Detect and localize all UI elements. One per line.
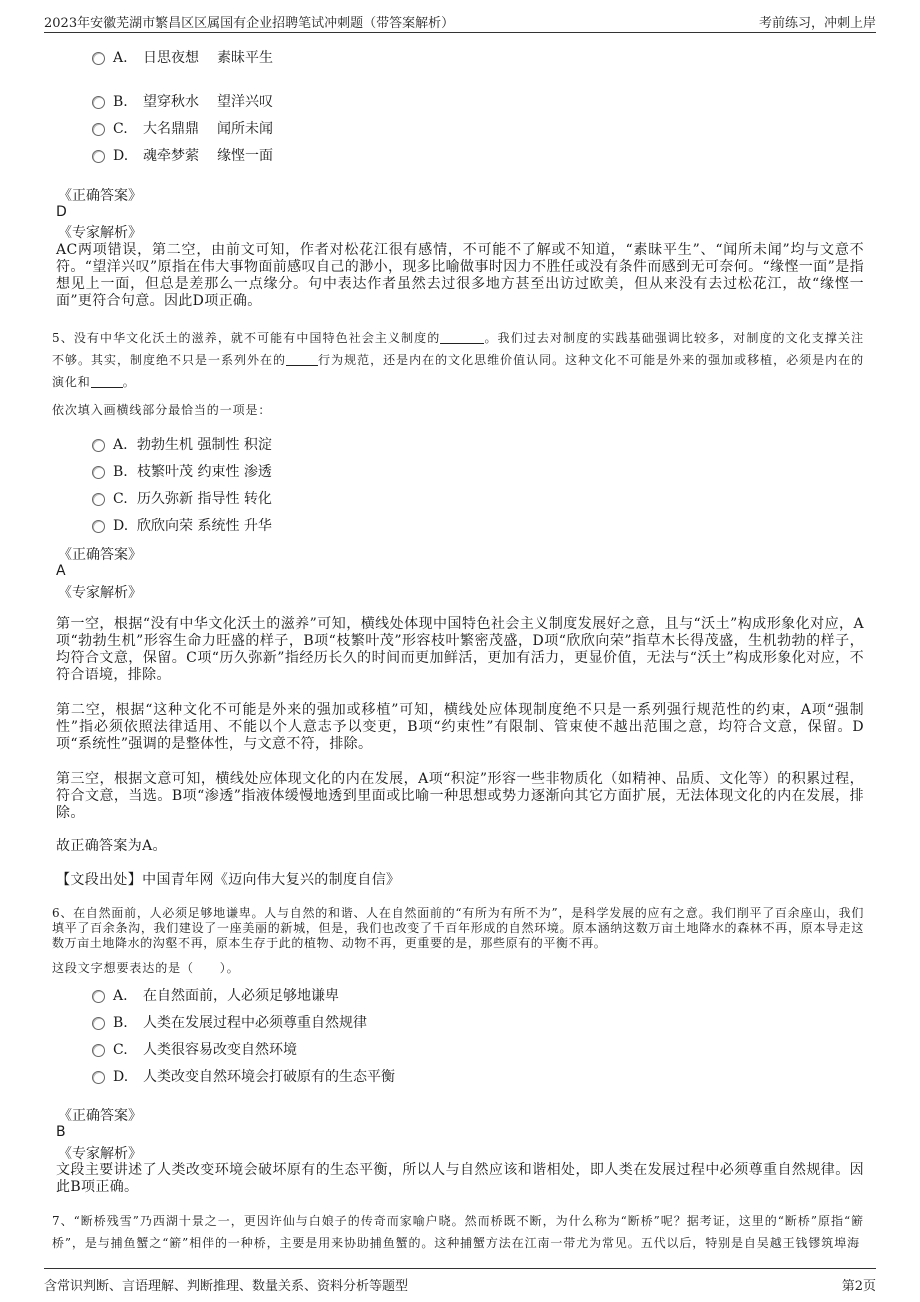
- radio-icon[interactable]: [92, 150, 105, 163]
- radio-icon[interactable]: [92, 1071, 105, 1084]
- document-title: 2023年安徽芜湖市繁昌区区属国有企业招聘笔试冲刺题（带答案解析）: [44, 16, 455, 31]
- q7-stem: 7、“断桥残雪”乃西湖十景之一，更因许仙与白娘子的传奇而家喻户晓。然而桥既不断，为什么称为“断桥”呢？据考证，这里的“断桥”原指“簖桥”，是与捕鱼蟹之“簖”相伴的一种桥，主要是用来协助捕鱼蟹的。这种捕蟹方法在江南一带尤为常见。五代以后，特别是自吴越王钱镠筑埠海: [52, 1214, 864, 1250]
- q5-answer: A: [56, 563, 66, 579]
- page-header: [44, 8, 876, 33]
- q5-stem: 5、没有中华文化沃土的滋养，就不可能有中国特色社会主义制度的 。我们过去对制度的实践基础强调比较多，对制度的文化支撑关注不够。其实，制度绝不只是一系列外在的 行为规范，还是内在的文化思维价值认同。这种文化不可能是外来的强加或移植，必须是内在的演化和 。: [52, 331, 864, 389]
- page-number: 第2页: [841, 1279, 876, 1294]
- radio-icon[interactable]: [92, 439, 105, 452]
- q4-option-a[interactable]: A. 日思夜想 素昧平生: [92, 47, 273, 69]
- radio-icon[interactable]: [92, 1017, 105, 1030]
- q6-answer: B: [56, 1124, 66, 1140]
- blank-2: [286, 353, 318, 366]
- q6-option-b[interactable]: B. 人类在发展过程中必须尊重自然规律: [92, 1012, 367, 1034]
- q5-answer-label: 《正确答案》: [58, 547, 142, 563]
- blank-1: [440, 331, 484, 344]
- page-footer: [44, 1268, 876, 1297]
- q5-conclusion: 故正确答案为A。: [56, 838, 167, 854]
- q4-analysis: AC两项错误，第二空，由前文可知，作者对松花江很有感情，不可能不了解或不知道，“素昧平生”、“闻所未闻”均与文意不符。“望洋兴叹”原指在伟大事物面前感叹自己的渺小，现多比喻做事时因力不胜任或没有条件而感到无可奈何。“缘悭一面”是指想见上一面，但总是差那么一点缘分。句中表达作者虽然去过很多地方甚至出访过欧美，但从来没有去过松花江，故“缘悭一面”更符合句意。因此D项正确。: [56, 242, 864, 309]
- q6-prompt: 这段文字想要表达的是（ ）。: [52, 961, 240, 975]
- q5-analysis-paragraph-1: 第一空，根据“没有中华文化沃土的滋养”可知，横线处体现中国特色社会主义制度发展好之意，且与“沃土”构成形象化对应，A项“勃勃生机”形容生命力旺盛的样子，B项“枝繁叶茂”形容枝叶繁密茂盛，D项“欣欣向荣”指草木长得茂盛，生机勃勃的样子，均符合文意，保留。C项“历久弥新”指经历长久的时间而更加鲜活，更加有活力，更显价值，无法与“沃土”构成形象化对应，不符合语境，排除。: [56, 616, 864, 683]
- q4-option-d[interactable]: D. 魂牵梦萦 缘悭一面: [92, 145, 273, 167]
- radio-icon[interactable]: [92, 466, 105, 479]
- radio-icon[interactable]: [92, 520, 105, 533]
- footer-topics: 含常识判断、言语理解、判断推理、数量关系、资料分析等题型: [44, 1279, 409, 1294]
- q5-analysis-paragraph-3: 第三空，根据文意可知，横线处应体现文化的内在发展，A项“积淀”形容一些非物质化（如精神、品质、文化等）的积累过程，符合文意，当选。B项“渗透”指液体缓慢地透到里面或比喻一种思想或势力逐渐向其它方面扩展，无法体现文化的内在发展，排除。: [56, 771, 864, 821]
- q6-answer-label: 《正确答案》: [58, 1108, 142, 1124]
- q6-option-d[interactable]: D. 人类改变自然环境会打破原有的生态平衡: [92, 1066, 395, 1088]
- q4-option-c[interactable]: C. 大名鼎鼎 闻所未闻: [92, 118, 273, 140]
- q4-answer-label: 《正确答案》: [58, 188, 142, 204]
- q5-option-c[interactable]: C. 历久弥新 指导性 转化: [92, 488, 272, 510]
- header-slogan: 考前练习，冲刺上岸: [758, 16, 876, 31]
- blank-3: [91, 375, 123, 388]
- q5-analysis-paragraph-2: 第二空，根据“这种文化不可能是外来的强加或移植”可知，横线处应体现制度绝不只是一系列强行规范性的约束，A项“强制性”指必须依照法律适用、不能以个人意志予以变更，B项“约束性”有限制、管束使不越出范围之意，均符合文意，保留。D项“系统性”强调的是整体性，与文意不符，排除。: [56, 702, 864, 752]
- radio-icon[interactable]: [92, 493, 105, 506]
- radio-icon[interactable]: [92, 1044, 105, 1057]
- q4-answer: D: [56, 204, 67, 220]
- q5-option-a[interactable]: A. 勃勃生机 强制性 积淀: [92, 434, 272, 456]
- radio-icon[interactable]: [92, 96, 105, 109]
- q6-analysis-label: 《专家解析》: [58, 1146, 142, 1162]
- q5-prompt: 依次填入画横线部分最恰当的一项是：: [52, 403, 272, 417]
- q5-source: 【文段出处】中国青年网《迈向伟大复兴的制度自信》: [56, 872, 401, 888]
- q5-option-b[interactable]: B. 枝繁叶茂 约束性 渗透: [92, 461, 272, 483]
- q6-stem: 6、在自然面前，人必须足够地谦卑。人与自然的和谐、人在自然面前的“有所为有所不为”，是科学发展的应有之意。我们削平了百余座山，我们填平了百余条沟，我们建设了一座美丽的新城，但是，我们也改变了千百年形成的自然环境。原本涵纳这数万亩土地降水的森林不再，原本导走这数万亩土地降水的沟壑不再，原本生存于此的植物、动物不再，更重要的是，那些原有的平衡不再。: [52, 906, 864, 950]
- q6-option-c[interactable]: C. 人类很容易改变自然环境: [92, 1039, 297, 1061]
- radio-icon[interactable]: [92, 990, 105, 1003]
- q4-option-b[interactable]: B. 望穿秋水 望洋兴叹: [92, 91, 273, 113]
- q5-option-d[interactable]: D. 欣欣向荣 系统性 升华: [92, 515, 272, 537]
- q6-option-a[interactable]: A. 在自然面前，人必须足够地谦卑: [92, 985, 339, 1007]
- q4-analysis-label: 《专家解析》: [58, 225, 142, 241]
- q5-analysis-label: 《专家解析》: [58, 585, 142, 601]
- radio-icon[interactable]: [92, 123, 105, 136]
- q6-analysis: 文段主要讲述了人类改变环境会破坏原有的生态平衡，所以人与自然应该和谐相处，即人类在发展过程中必须尊重自然规律。因此B项正确。: [56, 1162, 864, 1195]
- radio-icon[interactable]: [92, 52, 105, 65]
